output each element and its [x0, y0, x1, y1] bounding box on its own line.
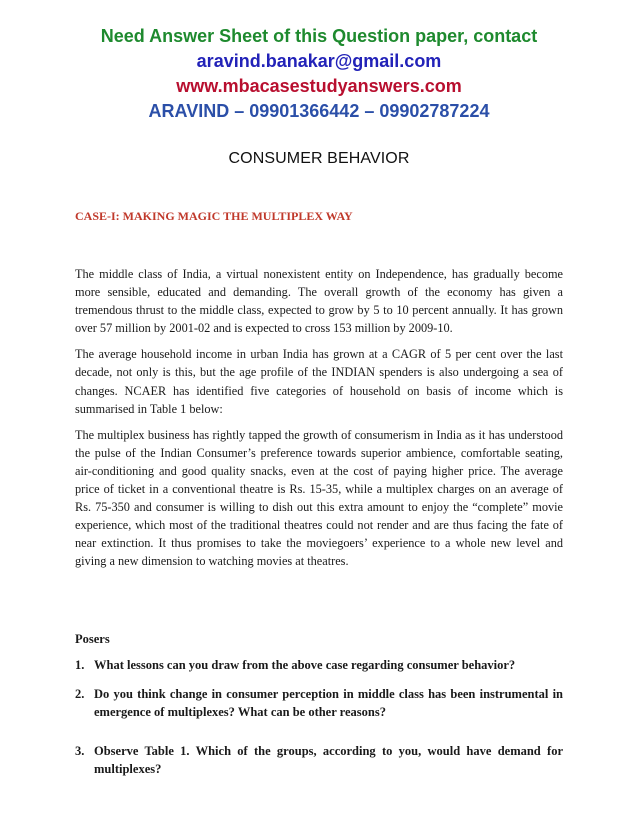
- document-title: CONSUMER BEHAVIOR: [228, 150, 410, 167]
- contact-website: www.mbacasestudyanswers.com: [176, 76, 462, 96]
- case-heading: CASE-I: MAKING MAGIC THE MULTIPLEX WAY: [75, 209, 353, 223]
- question-text: Observe Table 1. Which of the groups, according to you, would have demand for multiplexes?: [94, 743, 563, 776]
- question-text: Do you think change in consumer perception in middle class has been instrumental in emergence of multiplexes? What can be other reasons?: [94, 686, 563, 719]
- contact-email: aravind.banakar@gmail.com: [196, 51, 442, 71]
- contact-banner: [0, 24, 638, 124]
- question-text: What lessons can you draw from the above case regarding consumer behavior?: [94, 658, 516, 672]
- case-body: [75, 265, 563, 579]
- list-item: [75, 656, 563, 675]
- question-number: 2.: [75, 686, 85, 701]
- posers-list: [75, 656, 563, 779]
- list-item: [75, 742, 563, 779]
- question-number: 1.: [75, 658, 85, 672]
- paragraph: The middle class of India, a virtual nonexistent entity on Independence, has gradually become more sensible, educated and demanding. The overall growth of the economy has given a tremendous thrust to the middle class, expected to grow by 5 to 10 percent annually. It has grown over 57 million by 2001-02 and is expected to cross 153 million by 2009-10.: [75, 267, 563, 336]
- contact-phones: ARAVIND – 09901366442 – 09902787224: [148, 101, 490, 121]
- contact-line: Need Answer Sheet of this Question paper, contact: [100, 26, 538, 46]
- paragraph: The average household income in urban India has grown at a CAGR of 5 per cent over the last decade, not only is this, but the age profile of the INDIAN spenders is also undergoing a sea of changes. NCAER has identified five categories of household on basis of income which is summarised in Table 1 below:: [75, 347, 563, 416]
- question-number: 3.: [75, 743, 85, 758]
- posers-heading: Posers: [75, 632, 110, 646]
- list-item: [75, 685, 563, 722]
- paragraph: The multiplex business has rightly tapped the growth of consumerism in India as it has understood the pulse of the Indian Consumer’s preference towards superior ambience, comfortable seating, air-conditioning and good quality snacks, even at the cost of paying higher price. The average price of ticket in a conventional theatre is Rs. 15-35, while a multiplex charges on an average of Rs. 75-350 and consumer is willing to dish out this extra amount to enjoy the “complete” movie experience, which most of the traditional theatres could not render and are thus facing the fate of near extinction. It thus promises to take the moviegoers’ experience to a whole new level and giving a new dimension to watching movies at theatres.: [75, 427, 563, 569]
